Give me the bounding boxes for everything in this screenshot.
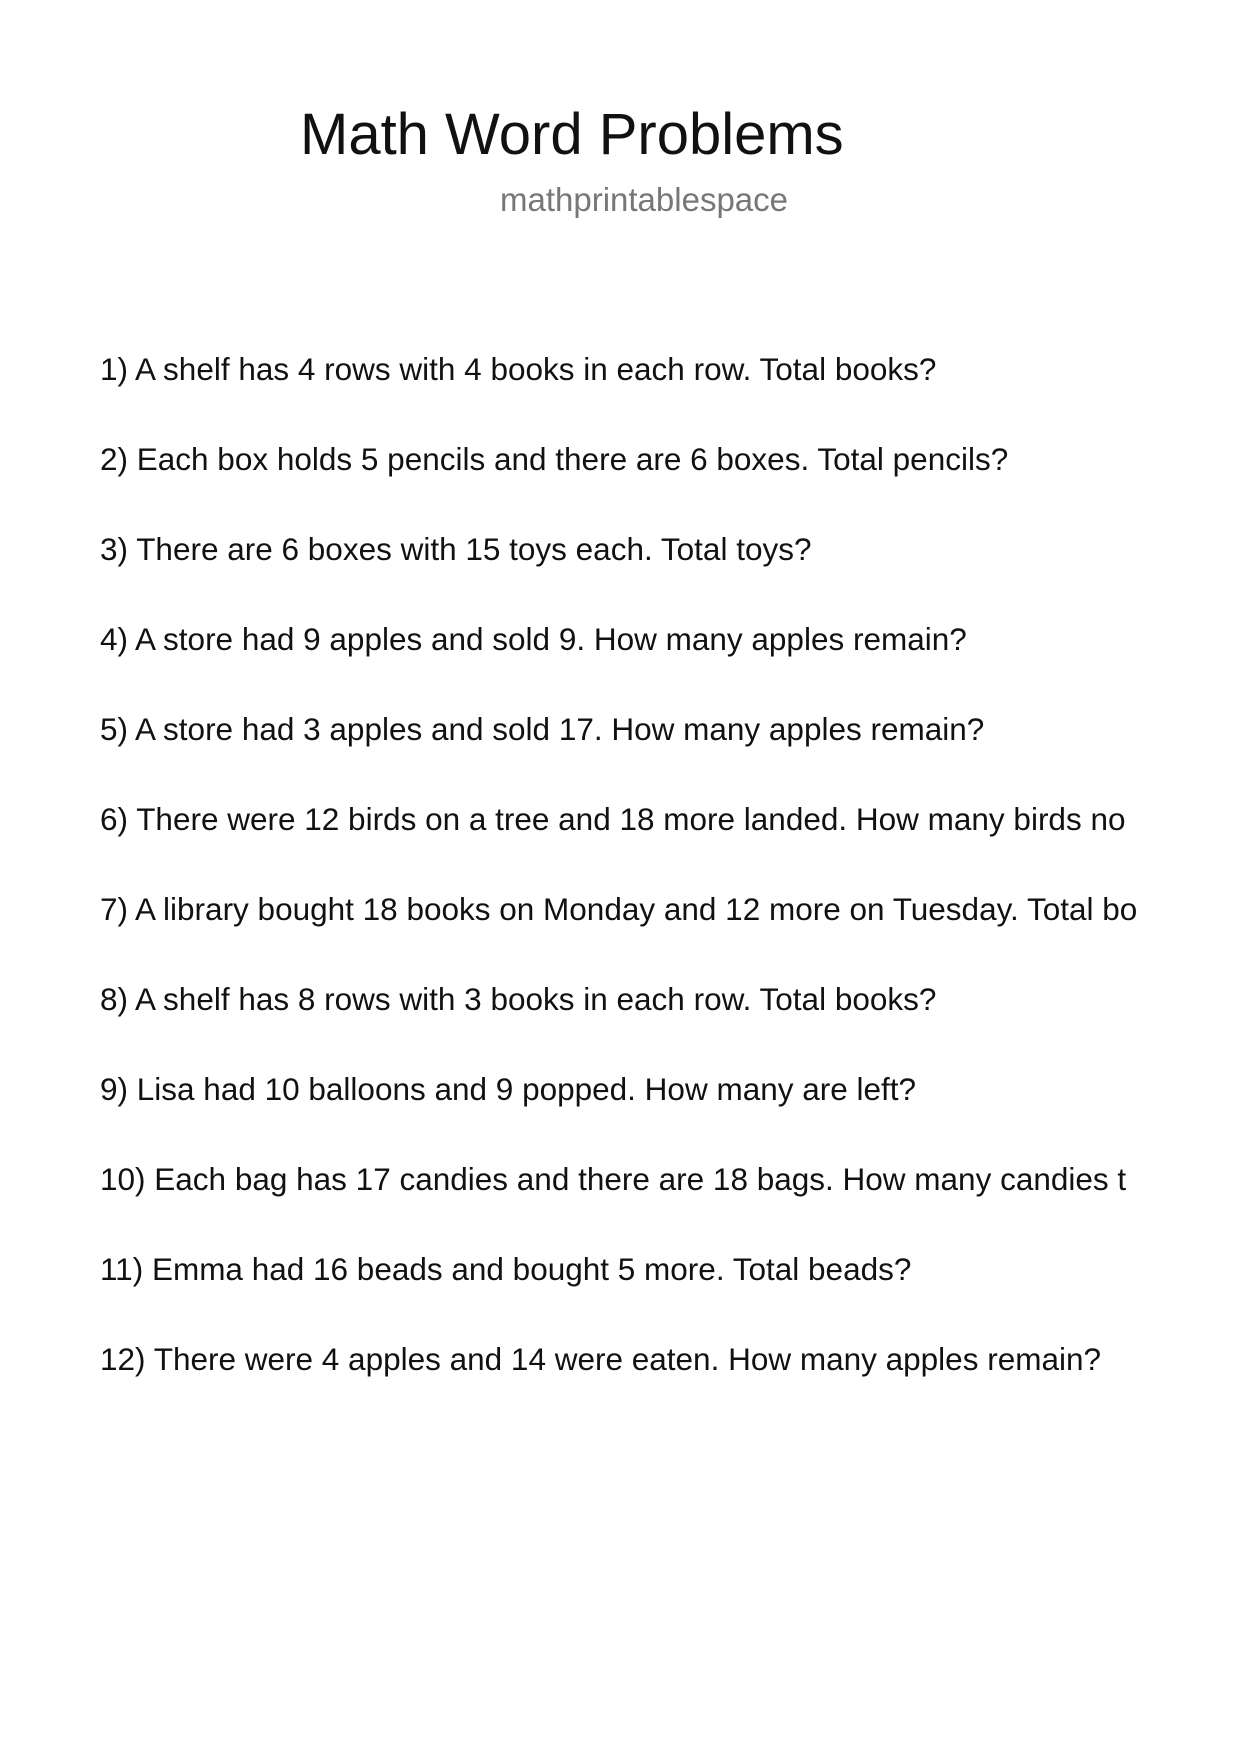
problem-9: 9) Lisa had 10 balloons and 9 popped. How many are left?	[100, 1071, 917, 1107]
worksheet-title: Math Word Problems	[300, 102, 844, 167]
source-label: mathprintablespace	[500, 181, 789, 218]
problem-1: 1) A shelf has 4 rows with 4 books in each row. Total books?	[100, 351, 937, 387]
problem-5: 5) A store had 3 apples and sold 17. How many apples remain?	[100, 711, 985, 747]
problem-3: 3) There are 6 boxes with 15 toys each. Total toys?	[100, 531, 812, 567]
problem-4: 4) A store had 9 apples and sold 9. How many apples remain?	[100, 621, 967, 657]
problem-7: 7) A library bought 18 books on Monday and 12 more on Tuesday. Total bo	[100, 891, 1138, 927]
problem-list	[100, 349, 1240, 1429]
problem-11: 11) Emma had 16 beads and bought 5 more. Total beads?	[100, 1251, 912, 1287]
problem-10: 10) Each bag has 17 candies and there are 18 bags. How many candies t	[100, 1161, 1127, 1197]
problem-6: 6) There were 12 birds on a tree and 18 more landed. How many birds no	[100, 801, 1126, 837]
problem-12: 12) There were 4 apples and 14 were eaten. How many apples remain?	[100, 1341, 1102, 1377]
problem-8: 8) A shelf has 8 rows with 3 books in each row. Total books?	[100, 981, 937, 1017]
problem-2: 2) Each box holds 5 pencils and there are 6 boxes. Total pencils?	[100, 441, 1009, 477]
